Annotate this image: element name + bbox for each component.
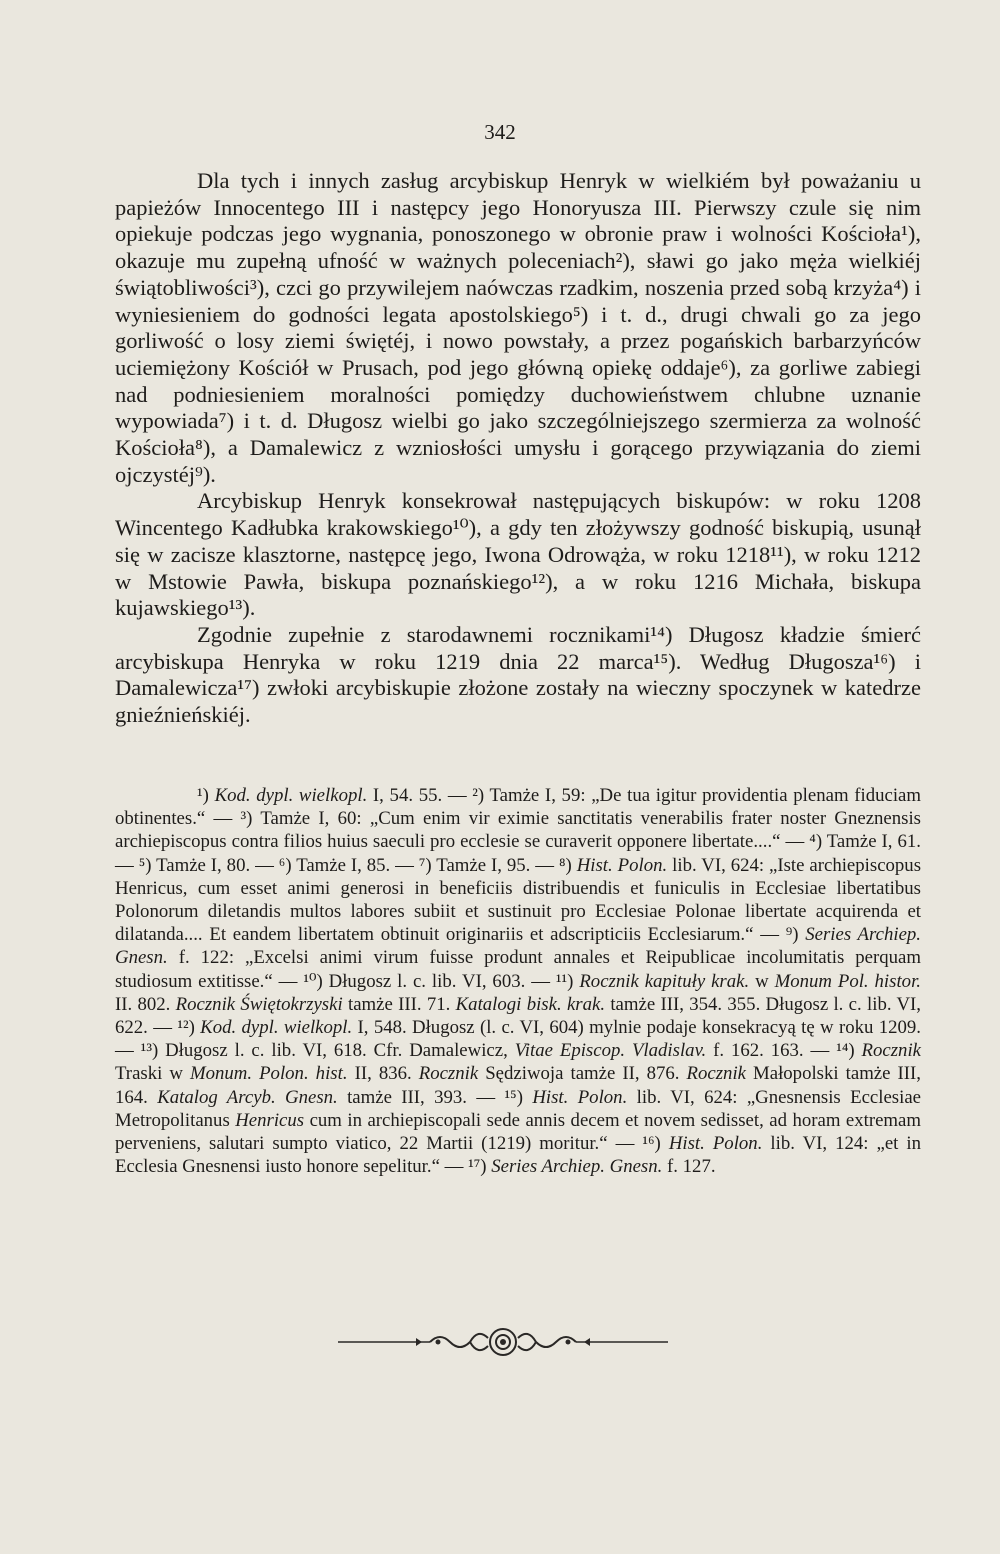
footnote-text: lib. VI, 624: „Iste archiepiscopus Henricus, cum esset animi generosi in beneficiis distribuendis et funiculis in Ecclesiae libertatibus Polonorum diletandis multos labores subiit et sustinuit pro Ecclesiae Polonae libertate acquirenda et dilatanda.... Et eandem libertatem obtinuit originariis et adscripticiis Ecclesiarum.“ — ⁹): [115, 854, 922, 946]
footnote-text: Traski w: [115, 1063, 190, 1085]
footnote-text: tamże III. 71.: [342, 993, 456, 1015]
footnote-text: f. 127.: [662, 1156, 716, 1178]
footnote-text: Sędziwoja tamże II, 876.: [478, 1063, 687, 1085]
footnote-text: tamże III, 354. 355. Długosz l. c. lib. VI, 622. — ¹²): [115, 993, 921, 1039]
main-text: [115, 168, 921, 729]
footnote-citation: Katalog Arcyb. Gnesn.: [157, 1086, 338, 1108]
footnote-text: tamże III, 393. — ¹⁵): [337, 1086, 533, 1108]
footnote-citation: Rocznik Świętokrzyski: [175, 993, 343, 1015]
footnote-citation: Vitae Episcop. Vladislav.: [514, 1040, 707, 1062]
page-number: 342: [484, 120, 516, 144]
footnote-block: [115, 784, 921, 1178]
paragraph-1: Dla tych i innych zasług arcybiskup Henryk w wielkiém był poważaniu u papieżów Innocentego III i następcy jego Honoryusza III. Pierwszy czule się nim opiekuje podczas jego wygnania, ponoszonego w obronie praw i wolności Kościoła¹), okazuje mu zupełną ufność w ważnych poleceniach²), sławi go jako męża wielkiéj świątobliwości³), czci go przywilejem naówczas rzadkim, noszenia przed sobą krzyża⁴) i wyniesieniem do godności legata apostolskiego⁵) i t. d., drugi chwali go za jego gorliwość o losy ziemi świętéj, i nowo powstały, a przez pogańskich barbarzyńców uciemiężony Kościół w Prusach, pod jego główną opiekę oddaje⁶), za gorliwe zabiegi nad podniesieniem moralności pomiędzy duchowieństwem chlubne uznanie wypowiada⁷) i t. d. Długosz wielbi go jako szczególniejszego szermierza za wolność Kościoła⁸), a Damalewicz z wzniosłości umysłu i gorącego przywiązania do ziemi ojczystéj⁹).: [115, 168, 921, 487]
decorative-vignette-icon: [338, 1324, 668, 1360]
footnote-citation: Series Archiep. Gnesn.: [491, 1156, 663, 1178]
footnote-text: f. 162. 163. — ¹⁴): [706, 1040, 862, 1062]
paragraph-2: Arcybiskup Henryk konsekrował następujących biskupów: w roku 1208 Wincentego Kadłubka krakowskiego¹⁰), a gdy ten złożywszy godność biskupią, usunął się w zacisze klasztorne, następcę jego, Iwona Odrowąża, w roku 1218¹¹), w roku 1212 w Mstowie Pawła, biskupa poznańskiego¹²), a w roku 1216 Michała, biskupa kujawskiego¹³).: [115, 488, 921, 621]
footnote-text: I, 54. 55. — ²) Tamże I, 59: „De tua igitur providentia plenam fiduciam obtinentes.“ — ³) Tamże I, 60: „Cum enim vir eximie sanctitatis venerabilis frater noster Gneznensis archiepiscopus contra filios huius saeculi pro ecclesie se curaverit opponere libertate....“ — ⁴) Tamże I, 61. — ⁵) Tamże I, 80. — ⁶) Tamże I, 85. — ⁷) Tamże I, 95. — ⁸): [115, 785, 921, 876]
footnote-text: w: [749, 970, 775, 992]
footnote-citation: Monum Pol. histor.: [774, 970, 921, 992]
footnote-citation: Rocznik: [418, 1063, 479, 1085]
footnotes: [115, 784, 921, 1178]
footnote-text: I, 548. Długosz (l. c. VI, 604) mylnie podaje konsekracyą tę w roku 1209. — ¹³) Długosz l. c. lib. VI, 618. Cfr. Damalewicz,: [115, 1017, 921, 1062]
footnote-text: cum in archiepiscopali sede annis decem et novem sedisset, ad horam extremam perveniens, salutari sumpto viatico, 22 Martii (1219) moritur.“ — ¹⁶): [115, 1109, 921, 1155]
footnote-citation: Rocznik: [686, 1063, 746, 1085]
paragraph-3: Zgodnie zupełnie z starodawnemi rocznikami¹⁴) Długosz kładzie śmierć arcybiskupa Henryka w roku 1219 dnia 22 marca¹⁵). Według Długosza¹⁶) i Damalewicza¹⁷) zwłoki arcybiskupie złożone zostały na wieczny spoczynek w katedrze gnieźnieńskiéj.: [115, 621, 921, 728]
footnote-text: lib. VI, 124: „et in Ecclesia Gnesnensi iusto honore sepelitur.“ — ¹⁷): [115, 1133, 922, 1178]
footnote-citation: Henricus: [235, 1109, 305, 1131]
footnote-citation: Hist. Polon.: [668, 1133, 763, 1155]
footnote-text: II. 802.: [115, 993, 176, 1015]
footnote-citation: Kod. dypl. wielkopl.: [200, 1017, 353, 1039]
footnote-text: f. 122: „Excelsi animi virum fuisse produnt annales et Reipublicae incolumitatis perquam studiosum extitisse.“ — ¹⁰) Długosz l. c. lib. VI, 603. — ¹¹): [115, 947, 921, 992]
footnote-citation: Hist. Polon.: [576, 854, 668, 876]
footnote-text: lib. VI, 624: „Gnesnensis Ecclesiae Metropolitanus: [115, 1086, 921, 1131]
footnote-citation: Kod. dypl. wielkopl.: [214, 785, 368, 806]
footnote-citation: Monum. Polon. hist.: [189, 1063, 348, 1085]
footnote-citation: Hist. Polon.: [532, 1086, 628, 1108]
footnote-citation: Rocznik: [861, 1040, 921, 1062]
footnote-citation: Katalogi bisk. krak.: [455, 993, 606, 1015]
footnote-text: ¹): [197, 785, 215, 806]
footnote-citation: Rocznik kapituły krak.: [579, 970, 750, 992]
footnote-text: II, 836.: [347, 1063, 419, 1085]
footnote-citation: Series Archiep. Gnesn.: [115, 924, 921, 969]
footnote-text: Małopolski tamże III, 164.: [115, 1063, 921, 1108]
